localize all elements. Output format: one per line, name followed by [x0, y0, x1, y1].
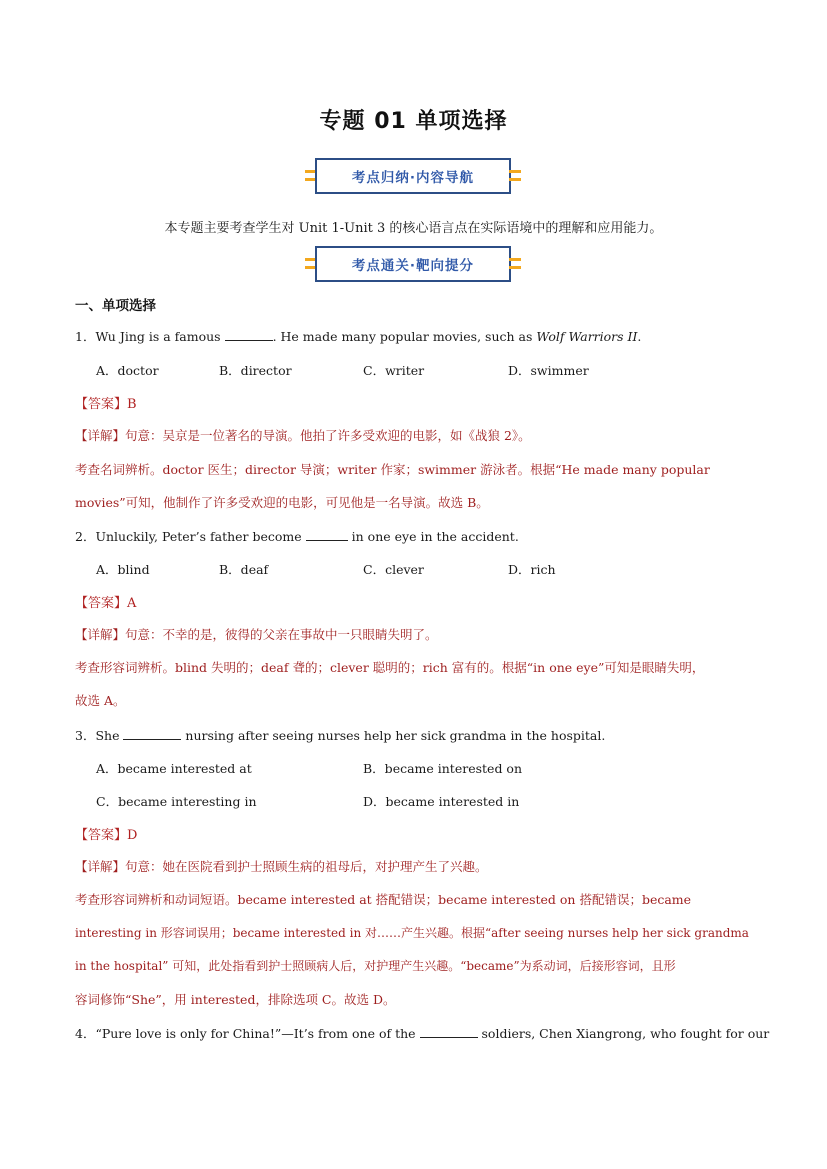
- banner-label: 考点通关·靶向提分: [315, 246, 511, 282]
- answer-blank: [420, 1025, 478, 1038]
- stem-text: 2．Unluckily, Peter’s father become: [75, 529, 306, 544]
- section-banner-guide: [305, 158, 521, 194]
- option: B．deaf: [219, 562, 269, 577]
- banner-decoration: [509, 266, 521, 269]
- option: A．became interested at: [96, 761, 252, 776]
- detail-text: 【详解】句意：不幸的是，彼得的父亲在事故中一只眼睛失明了。: [75, 627, 438, 642]
- stem-text: 3．She: [75, 728, 124, 743]
- explanation-line: 故选 A。: [75, 693, 126, 708]
- answer-label: 【答案】A: [75, 596, 137, 611]
- question-stem: [75, 726, 605, 744]
- stem-text: soldiers, Chen Xiangrong, who fought for our: [477, 1026, 770, 1041]
- option: A．doctor: [96, 363, 159, 378]
- answer-label: 【答案】D: [75, 828, 138, 843]
- explanation-line: 考查名词辨析。doctor 医生；director 导演；writer 作家；swimmer 游泳者。根据“He made many popular: [75, 462, 710, 477]
- question-stem: [75, 1024, 769, 1042]
- stem-text: . He made many popular movies, such as: [272, 329, 537, 344]
- explanation-line: interesting in 形容词误用；became interested in 对……产生兴趣。根据“after seeing nurses help her sick grandma: [75, 926, 749, 940]
- explanation-line: 容词修饰“She”，用 interested，排除选项 C。故选 D。: [75, 992, 396, 1007]
- option: C．clever: [363, 562, 424, 577]
- option: B．became interested on: [363, 761, 522, 776]
- question-stem: [75, 527, 519, 545]
- explanation-line: in the hospital” 可知，此处指看到护士照顾病人后，对护理产生兴趣。“became”为系动词，后接形容词，且形: [75, 959, 676, 973]
- answer-blank: [306, 528, 348, 541]
- answer-label: 【答案】B: [75, 397, 137, 412]
- intro-text: 本专题主要考查学生对 Unit 1-Unit 3 的核心语言点在实际语境中的理解和应用能力。: [164, 221, 663, 236]
- option: D．became interested in: [363, 794, 520, 809]
- banner-decoration: [509, 170, 521, 173]
- option: C．writer: [363, 363, 425, 378]
- detail-text: 【详解】句意：她在医院看到护士照顾生病的祖母后，对护理产生了兴趣。: [75, 859, 488, 874]
- question-stem: [75, 327, 641, 345]
- stem-text: in one eye in the accident.: [347, 529, 519, 544]
- section-banner-practice: [305, 246, 521, 282]
- stem-text: nursing after seeing nurses help her sick grandma in the hospital.: [181, 728, 606, 743]
- movie-title: Wolf Warriors II: [536, 329, 638, 344]
- option: D．swimmer: [508, 363, 589, 378]
- banner-decoration: [509, 178, 521, 181]
- stem-text: 1．Wu Jing is a famous: [75, 329, 225, 344]
- explanation-line: 考查形容词辨析。blind 失明的；deaf 聋的；clever 聪明的；rich 富有的。根据“in one eye”可知是眼睛失明，: [75, 660, 705, 675]
- stem-text: .: [637, 329, 642, 344]
- answer-blank: [123, 727, 181, 740]
- explanation-line: movies”可知，他制作了许多受欢迎的电影，可见他是一名导演。故选 B。: [75, 495, 489, 510]
- page-title: 专题 01 单项选择: [319, 109, 508, 134]
- option: C．became interesting in: [96, 794, 257, 809]
- option: A．blind: [96, 562, 150, 577]
- stem-text: 4．“Pure love is only for China!”—It’s from one of the: [75, 1026, 420, 1041]
- answer-blank: [225, 328, 273, 341]
- option: B．director: [219, 363, 292, 378]
- explanation-line: 考查形容词辨析和动词短语。became interested at 搭配错误；became interested on 搭配错误；became: [75, 892, 692, 907]
- banner-label: 考点归纳·内容导航: [315, 158, 511, 194]
- section-heading: 一、单项选择: [75, 298, 156, 314]
- option: D．rich: [508, 562, 556, 577]
- detail-text: 【详解】句意：吴京是一位著名的导演。他拍了许多受欢迎的电影，如《战狼 2》。: [75, 428, 531, 443]
- banner-decoration: [509, 258, 521, 261]
